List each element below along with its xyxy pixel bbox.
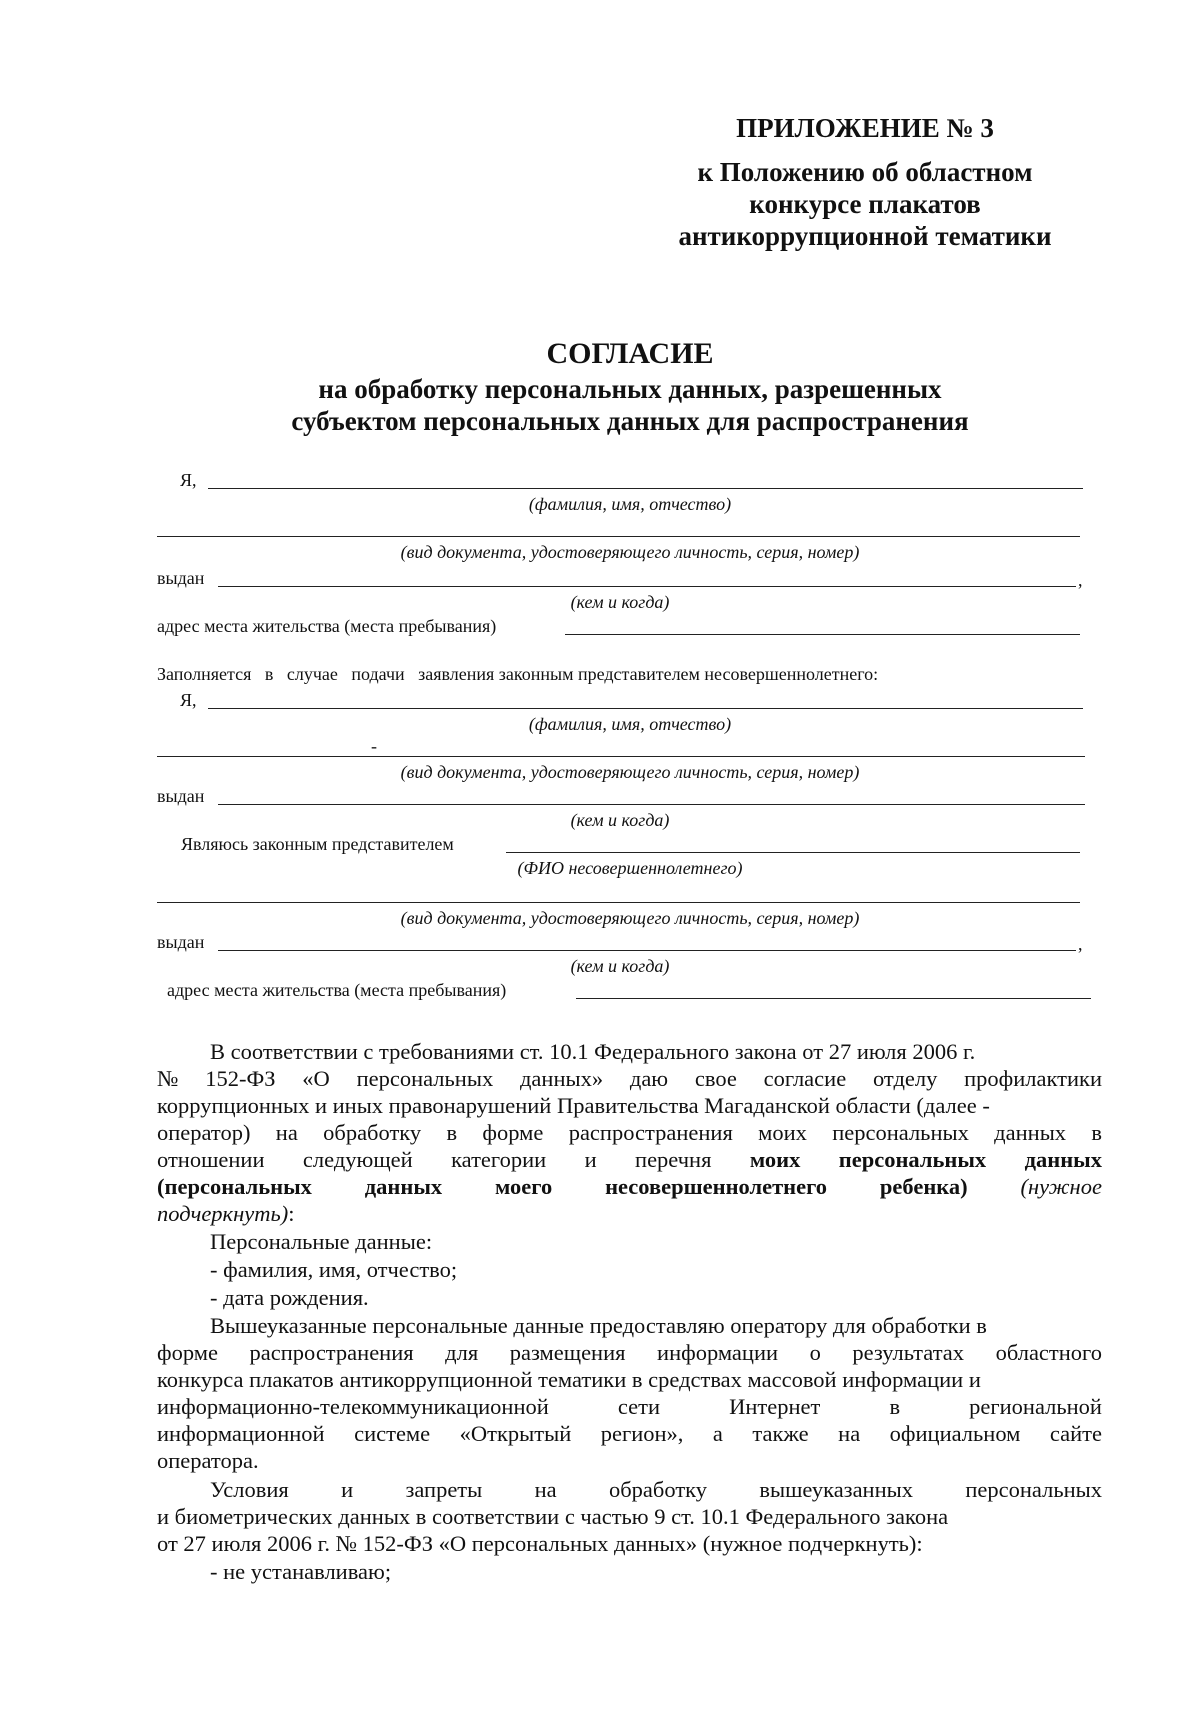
document-caption-2: (вид документа, удостоверяющего личность, серия, номер) (400, 762, 860, 782)
p1-line-5: отношении следующей категории и перечня моих персональных данных (157, 1147, 1102, 1172)
appendix-line-2: конкурсе плакатов (749, 189, 981, 219)
p2-line-2: форме распространения для размещения информации о результатах областного (157, 1340, 1102, 1365)
personal-data-label: Персональные данные: (210, 1229, 433, 1254)
p1-line-4: оператор) на обработку в форме распространения моих персональных данных в (157, 1120, 1102, 1145)
p3-line-2: и биометрических данных в соответствии с частью 9 ст. 10.1 Федерального закона (157, 1504, 949, 1529)
issued-caption: (кем и когда) (570, 592, 670, 612)
p2-line-5: информационной системе «Открытый регион», а также на официальном сайте (157, 1421, 1102, 1446)
address-label: адрес места жительства (места пребывания) (157, 616, 497, 636)
personal-data-item-1: - фамилия, имя, отчество; (210, 1257, 458, 1282)
minor-fio-field[interactable] (506, 852, 1080, 853)
issued-label-2: выдан (157, 786, 205, 806)
p1-line-6: (персональных данных моего несовершеннолетнего ребенка) (нужное (157, 1174, 1102, 1199)
p2-line-3: конкурса плакатов антикоррупционной тематики в средствах массовой информации и (157, 1367, 981, 1392)
issued-caption-2: (кем и когда) (570, 810, 670, 830)
document-subtitle-1: на обработку персональных данных, разрешенных (318, 374, 942, 404)
p1-line-2: № 152-ФЗ «О персональных данных» даю свое согласие отделу профилактики (157, 1066, 1102, 1091)
minor-issued-field[interactable] (218, 950, 1076, 951)
p3-line-3: от 27 июля 2006 г. № 152-ФЗ «О персональных данных» (нужное подчеркнуть): (157, 1531, 923, 1556)
minor-document-caption: (вид документа, удостоверяющего личность, серия, номер) (400, 908, 860, 928)
ya-label: Я, (180, 470, 197, 490)
ya-label-2: Я, (180, 690, 197, 710)
appendix-line-1: к Положению об областном (697, 157, 1033, 187)
p2-line-6: оператора. (157, 1448, 259, 1473)
minor-address-label: адрес места жительства (места пребывания) (167, 980, 507, 1000)
minor-issued-comma: , (1078, 934, 1083, 954)
fio-field-2[interactable] (208, 708, 1083, 709)
p1-line-7: подчеркнуть): (157, 1201, 295, 1226)
issued-label: выдан (157, 568, 205, 588)
p2-line-1: Вышеуказанные персональные данные предоставляю оператору для обработки в (210, 1313, 987, 1338)
minor-document-field[interactable] (157, 902, 1080, 903)
fio-field[interactable] (208, 488, 1083, 489)
document-title: СОГЛАСИЕ (546, 337, 714, 370)
personal-data-item-2: - дата рождения. (210, 1285, 369, 1310)
minor-address-field[interactable] (576, 998, 1091, 999)
document-caption: (вид документа, удостоверяющего личность, серия, номер) (400, 542, 860, 562)
appendix-line-3: антикоррупционной тематики (678, 221, 1052, 251)
appendix-title: ПРИЛОЖЕНИЕ № 3 (736, 113, 994, 143)
minor-issued-label: выдан (157, 932, 205, 952)
minor-fio-caption: (ФИО несовершеннолетнего) (517, 858, 743, 878)
document-subtitle-2: субъектом персональных данных для распространения (291, 406, 969, 436)
fio-caption: (фамилия, имя, отчество) (528, 494, 732, 514)
minor-issued-caption: (кем и когда) (570, 956, 670, 976)
issued-comma: , (1078, 570, 1083, 590)
document-field-2[interactable] (157, 756, 1085, 757)
p1-line-1: В соответствии с требованиями ст. 10.1 Федерального закона от 27 июля 2006 г. (210, 1039, 976, 1064)
fio-caption-2: (фамилия, имя, отчество) (528, 714, 732, 734)
representative-label: Являюсь законным представителем (181, 834, 454, 854)
p3-item-1: - не устанавливаю; (210, 1559, 392, 1584)
p2-line-4: информационно-телекоммуникационной сети Интернет в региональной (157, 1394, 1102, 1419)
issued-field-2[interactable] (218, 804, 1085, 805)
document-field[interactable] (157, 536, 1080, 537)
stray-dash: - (371, 736, 377, 756)
issued-field[interactable] (218, 586, 1076, 587)
representative-note: Заполняется в случае подачи заявления законным представителем несовершеннолетнего: (157, 664, 879, 684)
address-field[interactable] (565, 634, 1080, 635)
p1-line-3: коррупционных и иных правонарушений Правительства Магаданской области (далее - (157, 1093, 990, 1118)
p3-line-1: Условия и запреты на обработку вышеуказанных персональных (210, 1477, 1102, 1502)
